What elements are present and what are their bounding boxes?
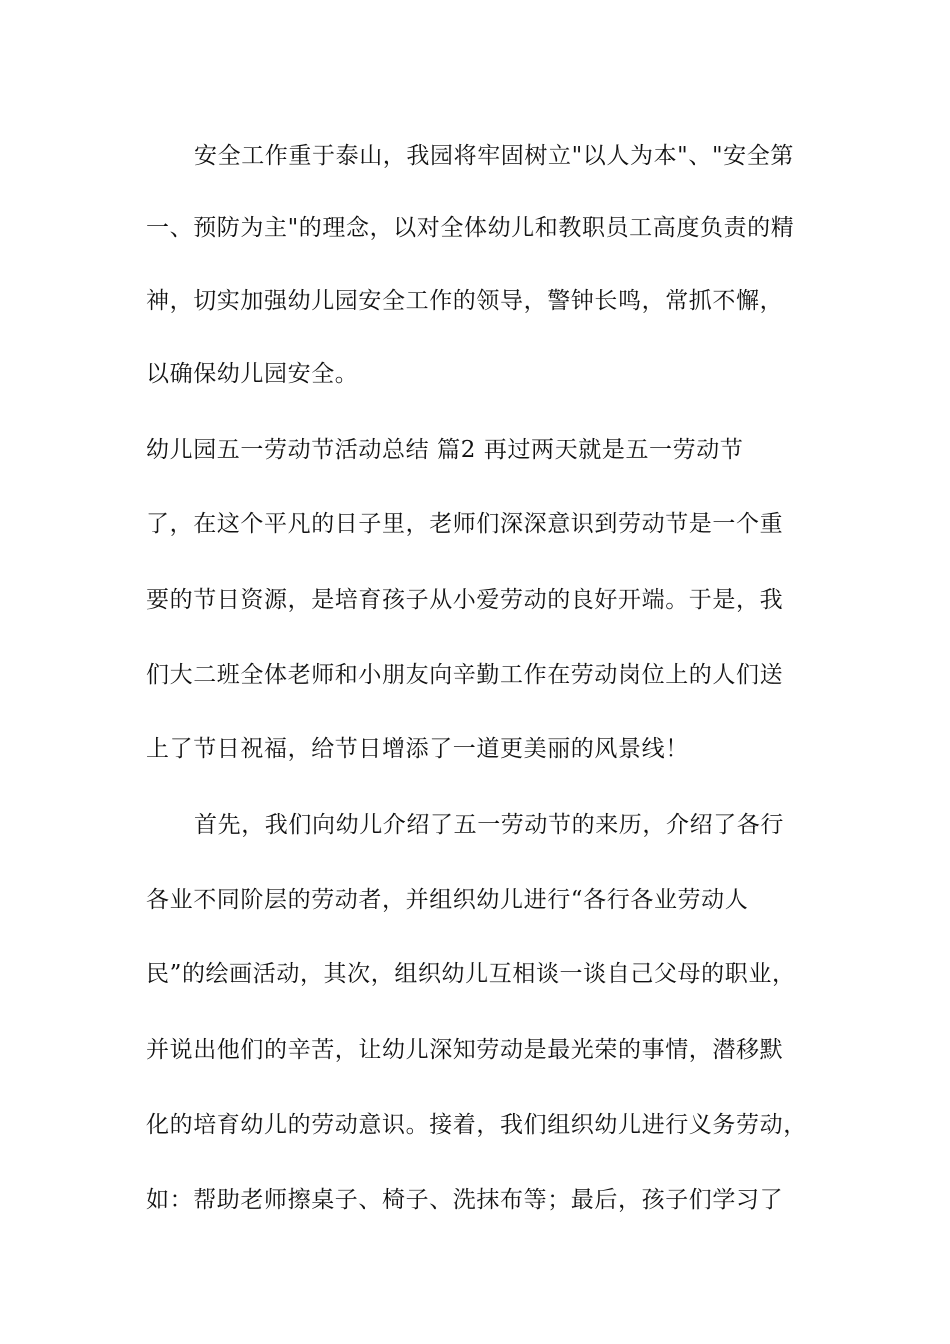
section-heading-line: 幼儿园五一劳动节活动总结 篇2 再过两天就是五一劳动节 (146, 437, 744, 463)
paragraph-line: 们大二班全体老师和小朋友向辛勤工作在劳动岗位上的人们送 (146, 662, 784, 688)
paragraph-line: 如：帮助老师擦桌子、椅子、洗抹布等；最后，孩子们学习了 (146, 1187, 784, 1213)
paragraph-line: 民”的绘画活动，其次，组织幼儿互相谈一谈自己父母的职业， (146, 961, 796, 987)
paragraph-line: 化的培育幼儿的劳动意识。接着，我们组织幼儿进行义务劳动， (146, 1112, 807, 1138)
paragraph-line: 了，在这个平凡的日子里，老师们深深意识到劳动节是一个重 (146, 511, 784, 537)
paragraph-line: 安全工作重于泰山，我园将牢固树立"以人为本"、"安全第 (194, 143, 794, 169)
paragraph-line: 各业不同阶层的劳动者，并组织幼儿进行“各行各业劳动人 (146, 887, 749, 913)
paragraph-line: 一、预防为主"的理念，以对全体幼儿和教职员工高度负责的精 (146, 215, 795, 241)
paragraph-line: 首先，我们向幼儿介绍了五一劳动节的来历，介绍了各行 (194, 812, 784, 838)
paragraph-line: 上了节日祝福，给节日增添了一道更美丽的风景线！ (146, 736, 689, 762)
paragraph-line: 以确保幼儿园安全。 (146, 361, 359, 387)
paragraph-line: 要的节日资源，是培育孩子从小爱劳动的良好开端。于是，我 (146, 587, 784, 613)
paragraph-line: 神，切实加强幼儿园安全工作的领导，警钟长鸣，常抓不懈， (146, 288, 784, 314)
paragraph-line: 并说出他们的辛苦，让幼儿深知劳动是最光荣的事情，潜移默 (146, 1037, 784, 1063)
